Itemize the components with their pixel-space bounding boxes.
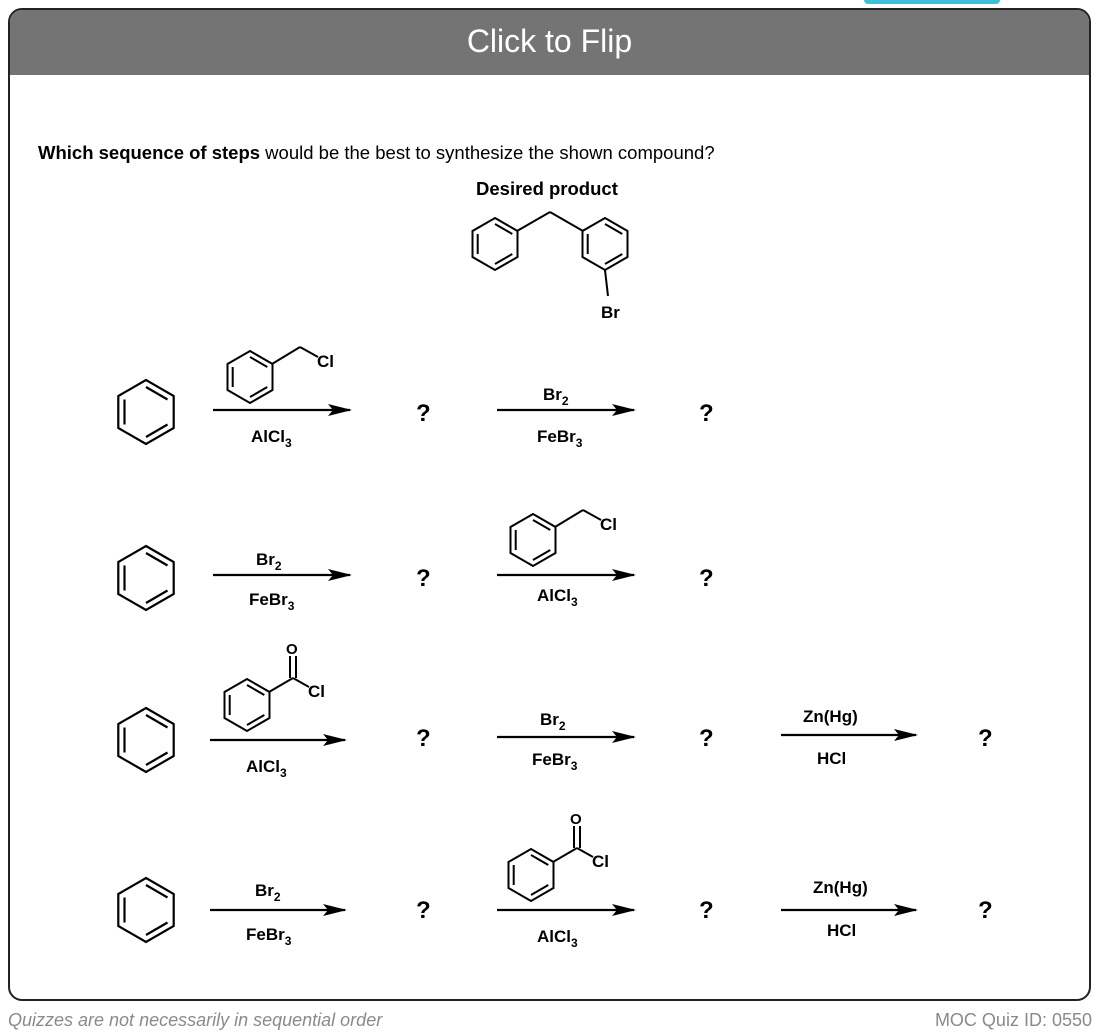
question-bold: Which sequence of steps: [38, 142, 261, 163]
benzyl-cl-label: Cl: [317, 352, 334, 371]
znhg-reagent: Zn(Hg): [813, 878, 868, 897]
click-to-flip-button[interactable]: Click to Flip: [10, 10, 1089, 75]
acyl-cl-label: Cl: [592, 852, 609, 871]
br2-reagent: $Br_2$: [540, 710, 566, 733]
desired-product-structure: [473, 212, 628, 322]
intermediate-unknown: ?: [416, 400, 431, 427]
br2-reagent: $Br_2$: [255, 881, 281, 904]
intermediate-2-unknown: ?: [699, 897, 714, 924]
product-br-label: Br: [601, 303, 620, 322]
option-3[interactable]: [118, 641, 992, 780]
intermediate-1-unknown: ?: [416, 897, 431, 924]
intermediate-1-unknown: ?: [416, 725, 431, 752]
product-unknown: ?: [699, 400, 714, 427]
question-rest: would be the best to synthesize the shown compound?: [260, 142, 715, 163]
hcl-reagent: HCl: [827, 921, 857, 940]
option-4[interactable]: [118, 811, 992, 950]
footer-note: Quizzes are not necessarily in sequential order: [8, 1010, 383, 1030]
febr3-reagent: FeBr$_3$: [246, 925, 292, 948]
option-2[interactable]: [118, 510, 713, 613]
febr3-reagent: FeBr$_3$: [249, 590, 295, 613]
alcl3-reagent: AlCl$_3$: [537, 586, 578, 609]
product-unknown: ?: [978, 725, 993, 752]
br2-reagent: $Br_2$: [543, 385, 569, 408]
alcl3-reagent: AlCl$_3$: [251, 427, 292, 450]
carbonyl-o-label: O: [286, 641, 298, 658]
intermediate-unknown: ?: [416, 565, 431, 592]
febr3-reagent: FeBr$_3$: [532, 750, 578, 773]
intermediate-2-unknown: ?: [699, 725, 714, 752]
carbonyl-o-label: O: [570, 811, 582, 828]
alcl3-reagent: AlCl$_3$: [246, 757, 287, 780]
option-1[interactable]: [118, 347, 713, 450]
alcl3-reagent: AlCl$_3$: [537, 927, 578, 950]
acyl-cl-label: Cl: [308, 682, 325, 701]
product-unknown: ?: [978, 897, 993, 924]
product-unknown: ?: [699, 565, 714, 592]
desired-product-label: Desired product: [476, 178, 618, 199]
quiz-id: MOC Quiz ID: 0550: [934, 1010, 1092, 1030]
br2-reagent: $Br_2$: [256, 550, 282, 573]
hcl-reagent: HCl: [817, 749, 847, 768]
znhg-reagent: Zn(Hg): [803, 707, 858, 726]
febr3-reagent: FeBr$_3$: [537, 427, 583, 450]
benzyl-cl-label: Cl: [600, 515, 617, 534]
